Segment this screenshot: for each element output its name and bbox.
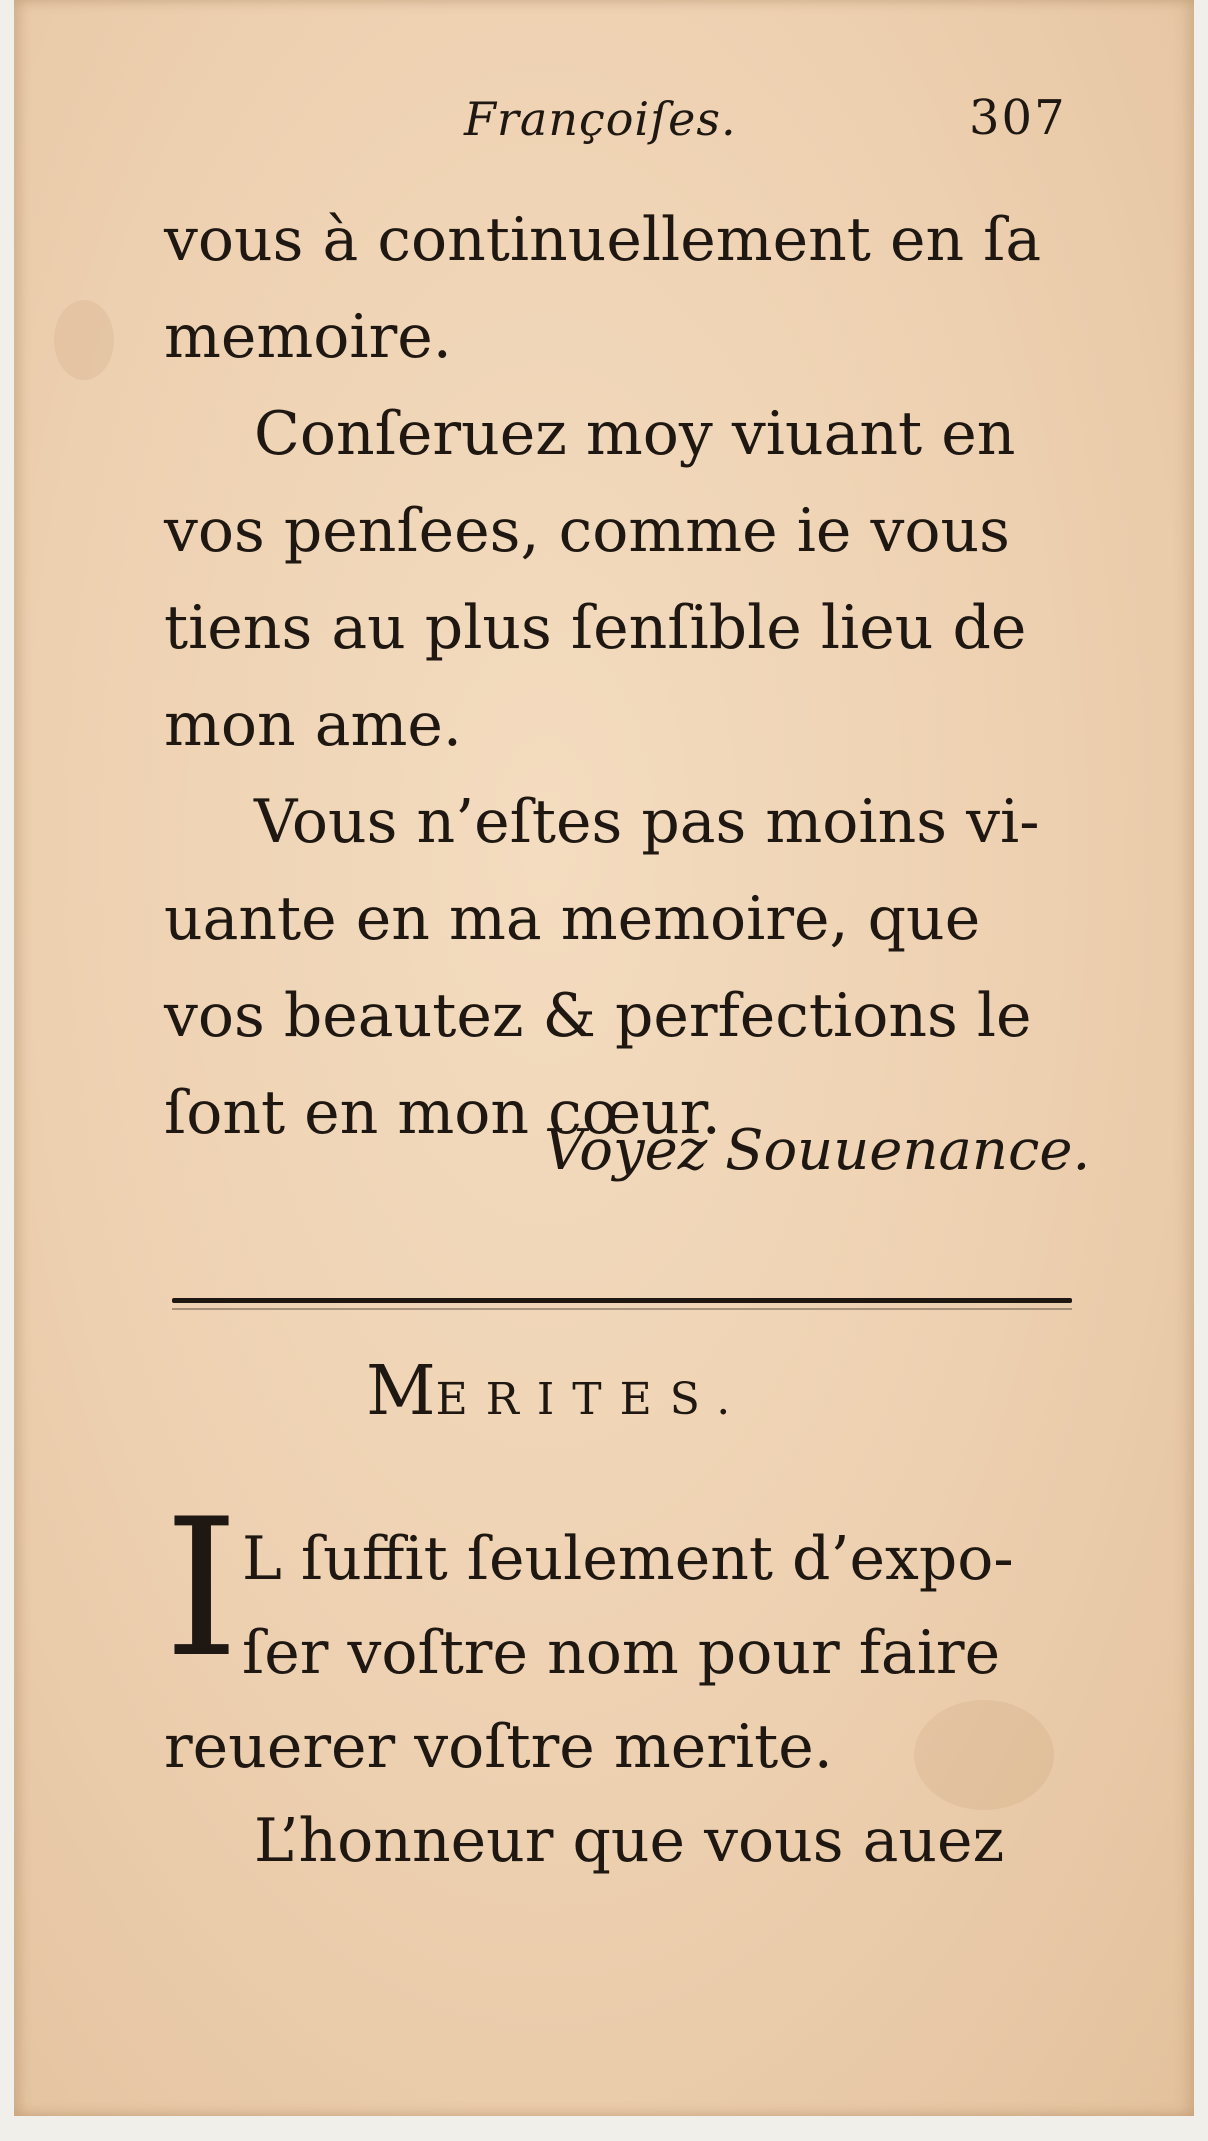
book-page xyxy=(14,0,1194,2116)
section-divider xyxy=(172,1298,1072,1303)
page-number: 307 xyxy=(969,90,1067,146)
text-line: L ſuffit ſeulement d’expo- xyxy=(242,1524,1014,1594)
text-line: vos beautez & perfections le xyxy=(164,981,1032,1051)
text-line: memoire. xyxy=(164,302,452,372)
section-heading xyxy=(366,1352,748,1431)
cross-reference: Voyez Souuenance. xyxy=(544,1118,1091,1183)
section-heading-rest: ERITES. xyxy=(435,1374,749,1425)
page-stain xyxy=(54,300,114,380)
running-head xyxy=(14,92,1194,162)
drop-cap: I xyxy=(164,1478,240,1699)
section-divider-shadow xyxy=(172,1308,1072,1310)
text-line: uante en ma memoire, que xyxy=(164,884,981,954)
text-line: ſont en mon cœur. xyxy=(164,1078,721,1148)
text-line: mon ame. xyxy=(164,690,462,760)
text-line: vos penſees, comme ie vous xyxy=(164,496,1010,566)
text-line: Conſeruez moy viuant en xyxy=(254,399,1016,469)
text-line: Vous n’eſtes pas moins vi- xyxy=(254,787,1040,857)
text-line: reuerer voſtre merite. xyxy=(164,1712,833,1782)
section-heading-initial: M xyxy=(366,1352,436,1431)
text-line: vous à continuellement en ſa xyxy=(164,205,1042,275)
text-line: L’honneur que vous auez xyxy=(254,1806,1005,1876)
text-line: ſer voſtre nom pour faire xyxy=(242,1618,1001,1688)
body-text xyxy=(164,192,1074,1162)
text-line: tiens au plus ſenſible lieu de xyxy=(164,593,1027,663)
running-head-title: Françoiſes. xyxy=(464,92,737,146)
paragraph-text xyxy=(164,1512,1074,1888)
